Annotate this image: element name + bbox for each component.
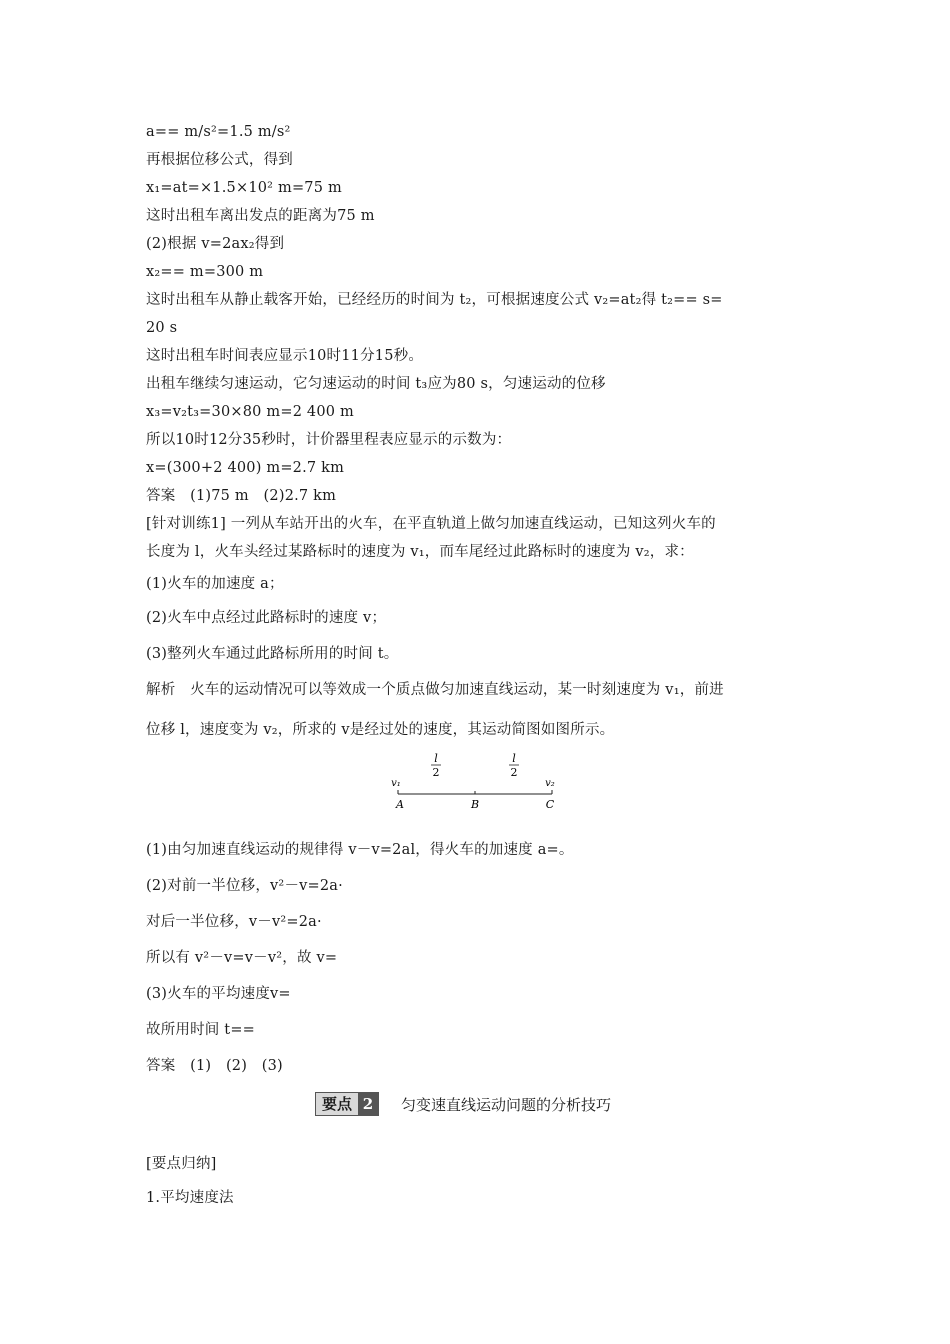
text-line: (1)火车的加速度 a； [146, 576, 284, 592]
text-line: 再根据位移公式，得到 [146, 152, 293, 168]
text-line: 故所用时间 t== [146, 1022, 256, 1038]
text-line: [要点归纳] [146, 1156, 217, 1172]
text-line: 位移 l，速度变为 v₂，所求的 v是经过处的速度，其运动简图如图所示。 [146, 722, 615, 738]
text-line: (2)根据 v=2ax₂得到 [146, 236, 285, 252]
motion-diagram [360, 748, 580, 818]
text-line: a== m/s²=1.5 m/s² [146, 124, 291, 140]
v2-label: v₂ [545, 778, 555, 789]
point-c-label: C [545, 798, 555, 811]
text-line: (3)火车的平均速度v= [146, 986, 291, 1002]
half-label-left-num: l [434, 752, 438, 765]
text-line: (1)由匀加速直线运动的规律得 v－v=2al，得火车的加速度 a=。 [146, 842, 574, 858]
section-title: 匀变速直线运动问题的分析技巧 [401, 1095, 612, 1114]
text-line: [针对训练1] 一列从车站开出的火车，在平直轨道上做匀加速直线运动，已知这列火车的 [146, 516, 716, 532]
half-label-right-den: 2 [510, 766, 518, 779]
half-label-right-num: l [512, 752, 516, 765]
text-line: 所以10时12分35秒时，计价器里程表应显示的示数为： [146, 432, 512, 448]
text-line: x₂== m=300 m [146, 264, 264, 280]
text-line: x=(300+2 400) m=2.7 km [146, 460, 345, 476]
text-line: 这时出租车离出发点的距离为75 m [146, 208, 375, 224]
text-line: 答案 (1)75 m (2)2.7 km [146, 488, 337, 504]
text-line: (2)火车中点经过此路标时的速度 v； [146, 610, 387, 626]
text-line: 对后一半位移，v－v²=2a· [146, 914, 322, 930]
point-a-label: A [396, 798, 404, 811]
section-heading [315, 1092, 611, 1116]
text-line: 这时出租车时间表应显示10时11分15秒。 [146, 348, 424, 364]
text-line: 出租车继续匀速运动，它匀速运动的时间 t₃应为80 s，匀速运动的位移 [146, 376, 606, 392]
section-badge [315, 1092, 379, 1116]
text-line: (2)对前一半位移，v²－v=2a· [146, 878, 343, 894]
section-badge-text: 要点 [322, 1095, 353, 1113]
text-line: 1.平均速度法 [146, 1190, 234, 1206]
text-line: 长度为 l，火车头经过某路标时的速度为 v₁，而车尾经过此路标时的速度为 v₂，求： [146, 544, 694, 560]
section-badge-number: 2 [358, 1093, 378, 1115]
text-line: (3)整列火车通过此路标所用的时间 t。 [146, 646, 399, 662]
text-line: x₁=at=×1.5×10² m=75 m [146, 180, 342, 196]
text-line: 所以有 v²－v=v－v²，故 v= [146, 950, 338, 966]
text-line: 20 s [146, 320, 178, 336]
text-line: 解析 火车的运动情况可以等效成一个质点做匀加速直线运动，某一时刻速度为 v₁，前进 [146, 682, 724, 698]
half-label-left-den: 2 [432, 766, 440, 779]
point-b-label: B [470, 798, 480, 811]
text-line: 答案 (1) (2) (3) [146, 1058, 283, 1074]
text-line: 这时出租车从静止载客开始，已经经历的时间为 t₂，可根据速度公式 v₂=at₂得 t₂== s= [146, 292, 723, 308]
v1-label: v₁ [391, 778, 401, 789]
text-line: x₃=v₂t₃=30×80 m=2 400 m [146, 404, 354, 420]
